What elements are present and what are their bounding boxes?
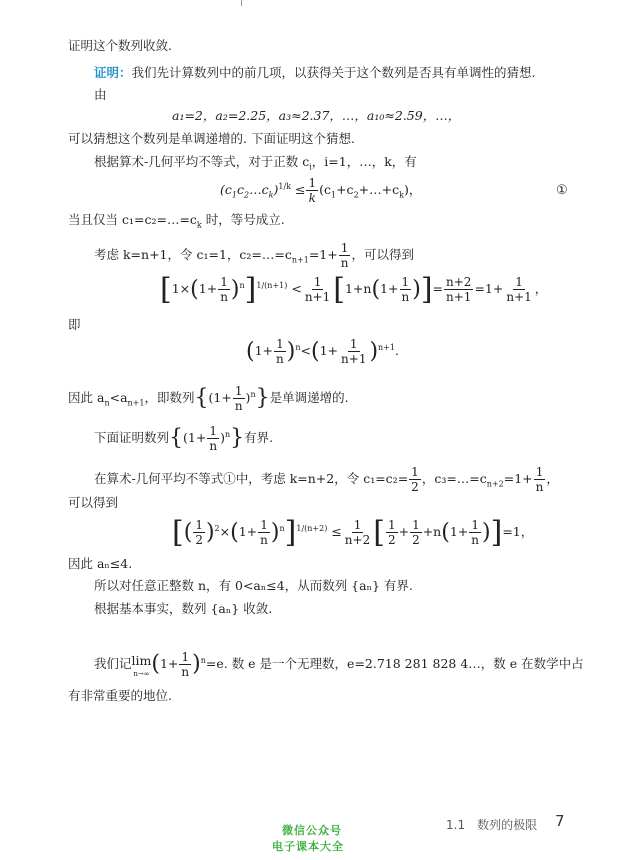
watermark-line: 电子课本大全 (272, 840, 344, 853)
text-span: 时，等号成立. (201, 212, 285, 227)
text-span: =1+ (308, 247, 338, 262)
text-span: =1+ (503, 471, 533, 486)
inequality-formula-2: (1+ $\frac{1}{n}$ )$^n$<(1+ $\frac{1}{n+1}$ )$^{n+1}$. (246, 337, 399, 366)
text-line: 所以对任意正整数 n，有 0<aₙ≤4，从而数列 {aₙ} 有界. (94, 578, 413, 593)
text-span: ，可以得到 (351, 247, 414, 262)
text-span: 我们记 (94, 656, 132, 671)
subscript: n+1 (127, 398, 145, 408)
top-mark (241, 0, 242, 6)
amgm-formula: $(c_1c_2\dots c_k)^{1/k}$ ≤ $\frac{1}{k}$ $(c_1+c_2+\dots+c_k)$， (220, 176, 422, 205)
text-span: <a (109, 390, 128, 405)
text-line: 有非常重要的地位. (68, 688, 172, 703)
proof-label: 证明： (94, 65, 132, 80)
text-span: =e. 数 e 是一个无理数，e=2.718 281 828 4…，数 e 在数学中占 (205, 656, 584, 671)
section-title: 1.1 数列的极限 (446, 818, 538, 832)
text-line (94, 465, 559, 494)
text-span: 根据算术-几何平均不等式，对于正数 c (94, 154, 310, 169)
text-line: 由 (94, 87, 107, 102)
proof-paragraph (94, 64, 536, 82)
text-line (94, 241, 414, 270)
text-span: 当且仅当 c₁=c₂=…=c (68, 212, 197, 227)
text-span: 有界. (244, 430, 274, 445)
text-line (68, 384, 349, 413)
inequality-formula-1: [1×(1+ $\frac{1}{n}$ )$^n$]$^{1/(n+1)}$ < $\frac{1}{n+1}$ [1+n(1+ $\frac{1}{n}$ )]= $\frac{n+2}{n+1}$ =1+ $\frac{1}{n+1}$ ， (160, 272, 548, 307)
text-line: 根据基本事实，数列 {aₙ} 收敛. (94, 601, 273, 616)
inequality-formula-3: [( $\frac{1}{2}$ )$^2$×(1+ $\frac{1}{n}$ )$^n$]$^{1/(n+2)}$ ≤ $\frac{1}{n+2}$ [ $\frac{1}{2}$ + $\frac{1}{2}$ +n(1+ $\frac{1}{n}$ )]=1， (172, 515, 534, 550)
text-line (94, 650, 584, 679)
text-span: ，i=1，…，k，有 (311, 154, 417, 169)
text-line (68, 211, 285, 229)
equation-tag: ① (556, 183, 568, 198)
text-span: ，即数列 (144, 390, 195, 405)
text-span: 在算术-几何平均不等式①中，考虑 k=n+2，令 c₁=c₂= (94, 471, 409, 486)
subscript: n (104, 398, 110, 408)
text-span: 下面证明数列 (94, 430, 170, 445)
subscript: k (196, 220, 202, 230)
subscript: i (309, 162, 312, 172)
fraction: $\frac{1}{n}$ (535, 465, 544, 494)
fraction: $\frac{1}{2}$ (411, 465, 419, 494)
page-number: 7 (555, 812, 565, 830)
text-line: 证明这个数列收敛. (68, 38, 172, 53)
text-line (94, 424, 273, 453)
subscript: n+1 (291, 255, 309, 265)
text-span: ， (546, 471, 559, 486)
sequence-expression: {(1+ $\frac{1}{n}$ )$^n$} (194, 384, 270, 413)
text-line: 因此 aₙ≤4. (68, 556, 133, 571)
limit-expression: lim n→∞ (1+ $\frac{1}{n}$ )$^n$ (131, 650, 206, 679)
text-span: 我们先计算数列中的前几项，以获得关于这个数列是否具有单调性的猜想. (131, 65, 536, 80)
text-line: 即 (68, 317, 81, 332)
text-span: 考虑 k=n+1，令 c₁=1，c₂=…=c (94, 247, 292, 262)
text-span: ，c₃=…=c (421, 471, 487, 486)
fraction: $\frac{1}{n}$ (340, 241, 349, 270)
text-line: 可以得到 (68, 495, 119, 510)
sequence-values: a₁=2，a₂=2.25，a₃≈2.37，…，a₁₀≈2.59，…， (172, 108, 461, 123)
text-span: 因此 a (68, 390, 105, 405)
text-line: 可以猜想这个数列是单调递增的. 下面证明这个猜想. (68, 131, 355, 146)
text-span: 是单调递增的. (269, 390, 349, 405)
text-line (94, 153, 417, 171)
sequence-expression: {(1+ $\frac{1}{n}$ )$^n$} (169, 424, 245, 453)
subscript: n+2 (486, 479, 504, 489)
watermark-line: 微信公众号 (282, 824, 342, 837)
